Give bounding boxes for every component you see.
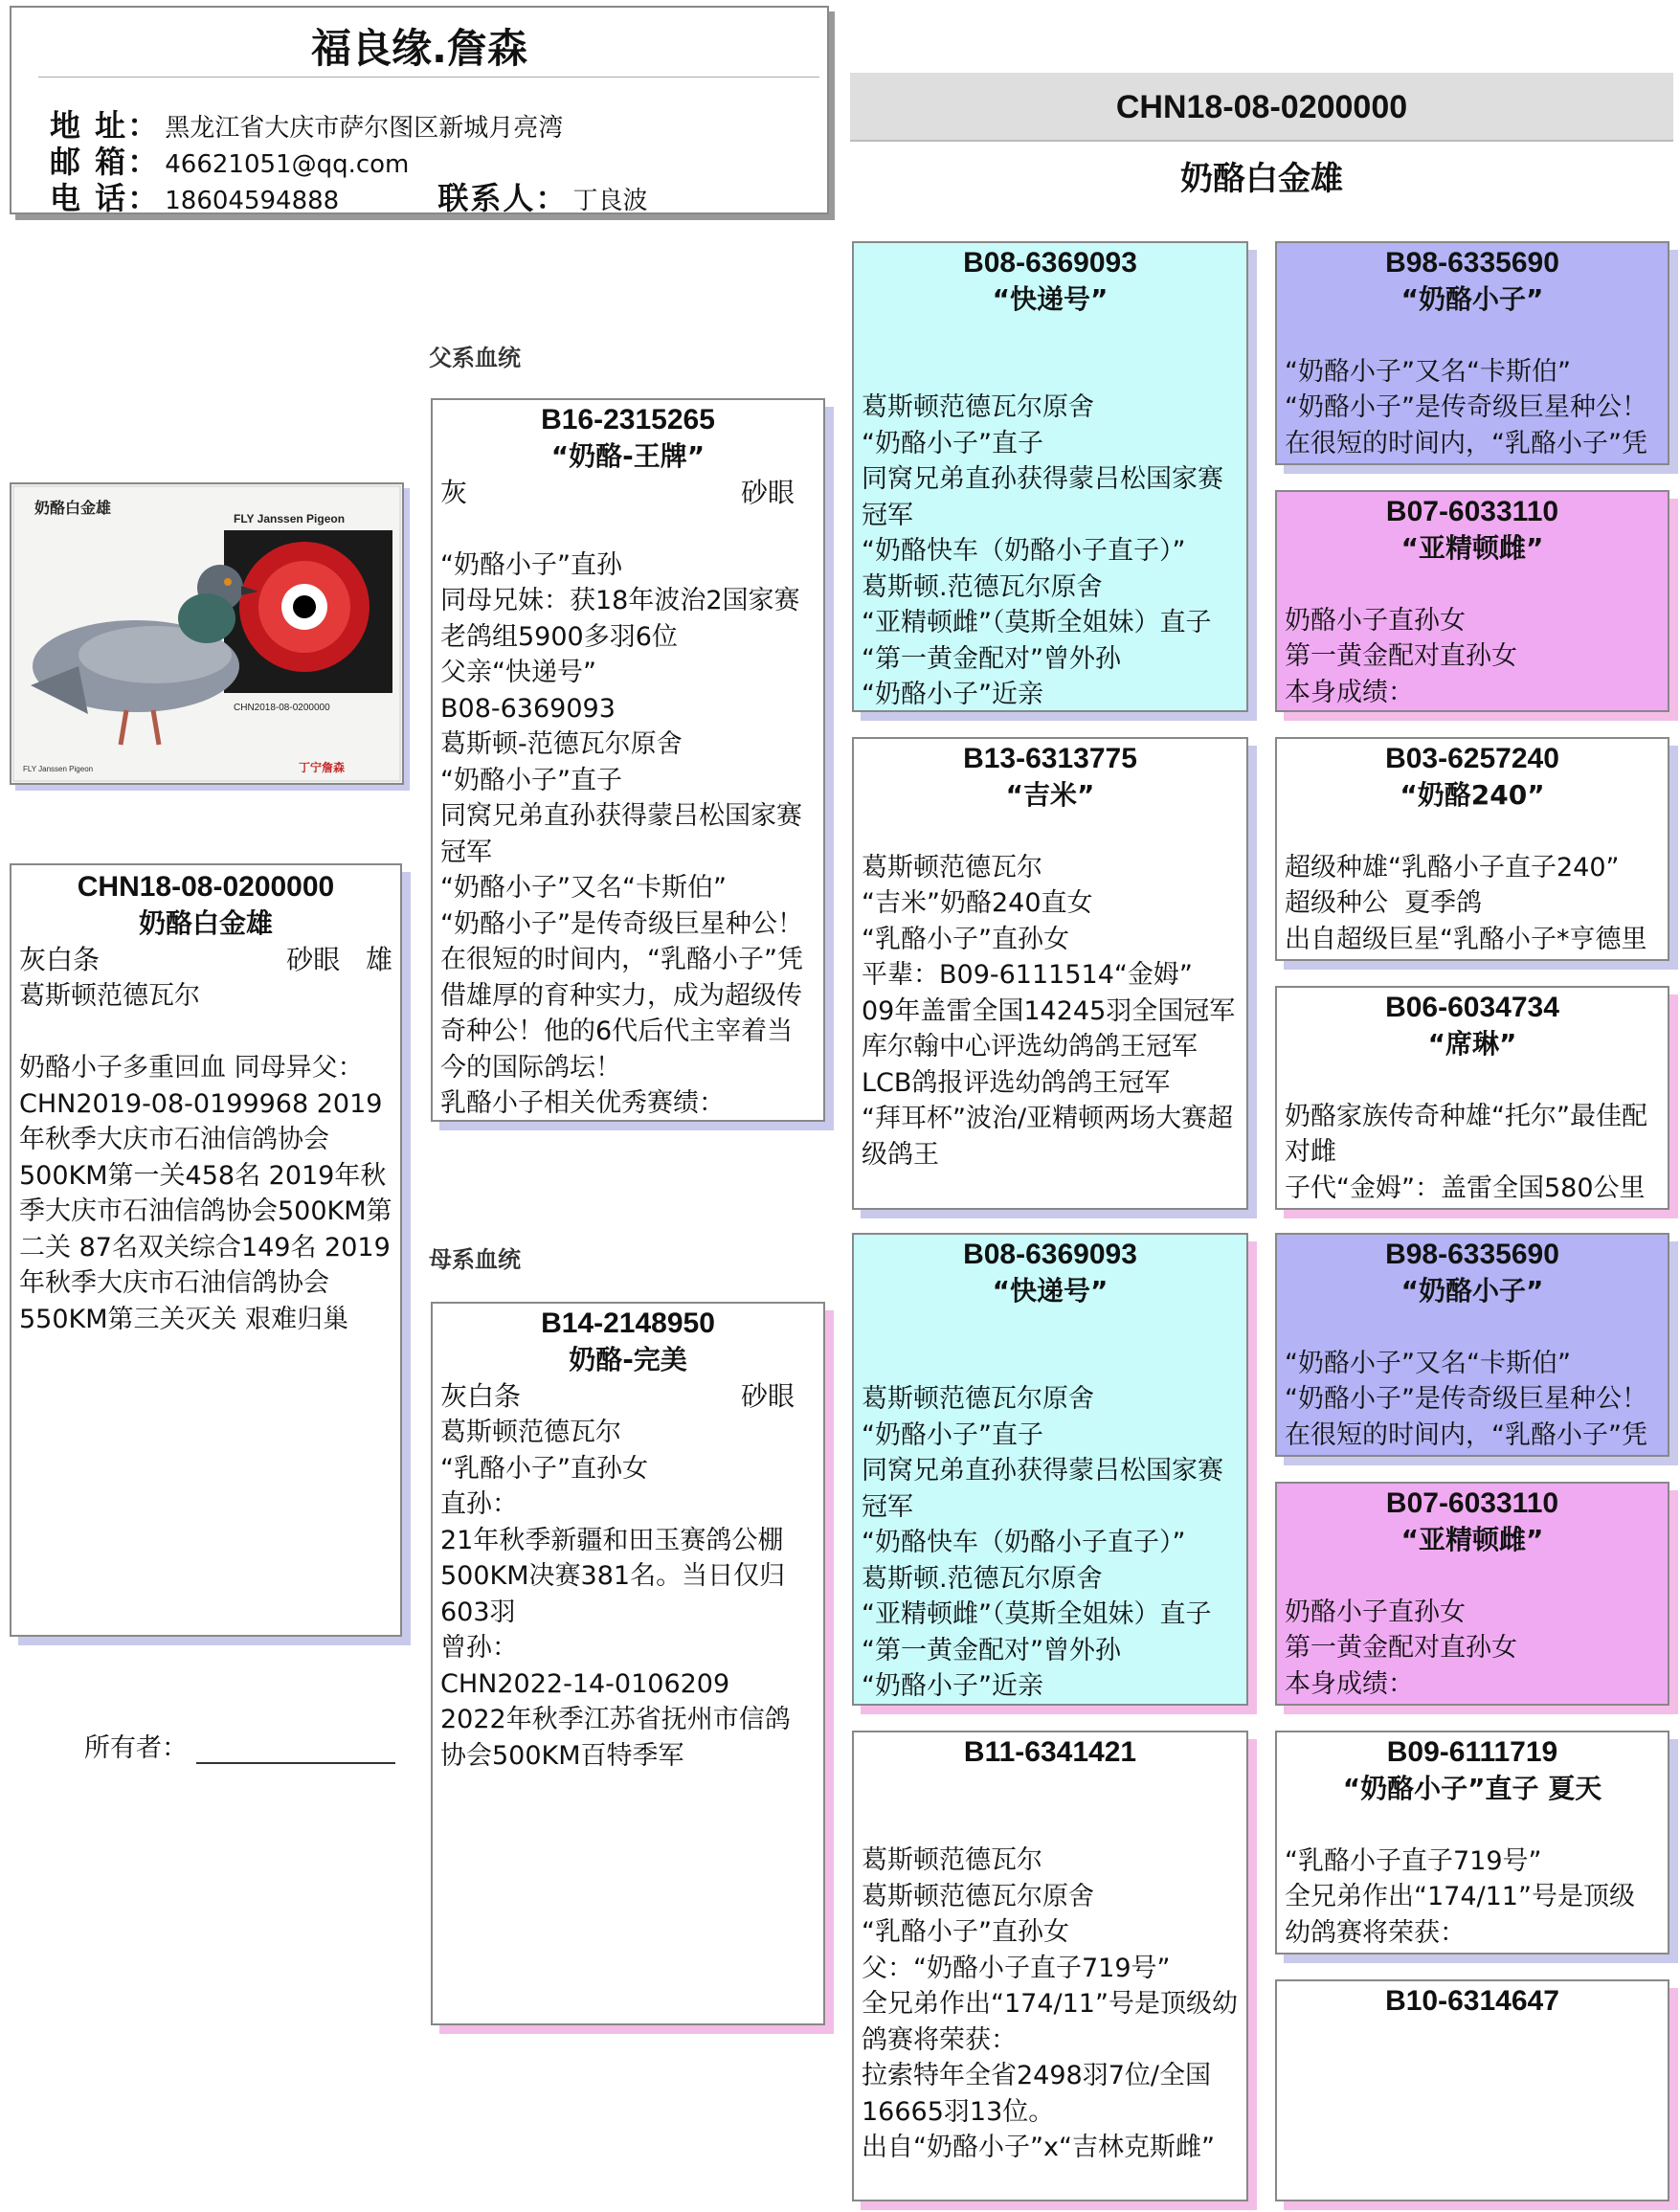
dam-section-label: 母系血统: [429, 1246, 521, 1273]
contact-value: 丁良波: [572, 187, 648, 214]
gen4-ring: B07-6033110: [1385, 1487, 1559, 1519]
pedigree-header-band: [850, 73, 1673, 142]
subject-card: [10, 863, 402, 1637]
dam-traits: [433, 1378, 823, 1415]
gen4-ring: B09-6111719: [1386, 1736, 1558, 1768]
breeder-card: [10, 6, 829, 214]
gen3-ring: B08-6369093: [963, 247, 1137, 279]
contact-label: 联系人：: [437, 180, 569, 214]
gen4-body: 奶酪小子直孙女 第一黄金配对直孙女 本身成绩：: [1285, 1597, 1517, 1699]
gen4-ring: B98-6335690: [1385, 247, 1559, 279]
subject-body: 葛斯顿范德瓦尔 奶酪小子多重回血 同母异父：CHN2019-08-0199968 2019年秋季大庆市石油信鸽协会500KM第一关458名 2019年秋季大庆市石油信鸽协会500KM第二关 87名双关综合149名 2019年秋季大庆市石油信鸽协会550KM第三关灭关 艰难归巢: [19, 981, 392, 1334]
gen4-ring: B07-6033110: [1385, 496, 1559, 527]
dam-card: [431, 1302, 825, 2025]
gen4-ring: B98-6335690: [1385, 1239, 1559, 1270]
gen3-body: 葛斯顿范德瓦尔原舍 “奶酪小子”直子 同窝兄弟直孙获得蒙吕松国家赛冠军 “奶酪快车（奶酪小子直子）” 葛斯顿.范德瓦尔原舍 “亚精顿雌”（莫斯全姐妹）直子 “第一黄金配对”曾外孙 “奶酪小子”近亲: [862, 1384, 1223, 1701]
gen4-name: “奶酪240”: [1400, 779, 1545, 811]
subject-ring: CHN18-08-0200000: [77, 871, 335, 903]
sire-body: “奶酪小子”直孙 同母兄妹：获18年波治2国家赛老鸽组5900多羽6位 父亲“快递号” B08-6369093 葛斯顿-范德瓦尔原舍 “奶酪小子”直子 同窝兄弟直孙获得蒙吕松国家赛冠军 “奶酪小子”又名“卡斯伯” “奶酪小子”是传奇级巨星种公！在很短的时间内，“乳酪小子”凭借雄厚的育种实力，成为超级传奇种公！他的6代后代主宰着当今的国际鸽坛！ 乳酪小子相关优秀赛绩：: [440, 549, 803, 1118]
gen4-body: “乳酪小子直子719号” 全兄弟作出“174/11”号是顶级幼鸽赛将荣获：: [1285, 1845, 1635, 1948]
gen3-ring: B13-6313775: [963, 743, 1137, 774]
address-label: 地 址：: [50, 107, 161, 144]
gen4-card-3: [1275, 737, 1669, 961]
phone-row: [50, 174, 796, 214]
gen4-body: 奶酪家族传奇种雄“托尔”最佳配对雌 子代“金姆”：盖雷全国580公里: [1285, 1101, 1647, 1203]
subject-eye: 砂眼: [286, 944, 341, 975]
gen3-name: “快递号”: [992, 1275, 1109, 1307]
dam-ring: B14-2148950: [541, 1307, 715, 1339]
photo-ring: CHN2018-08-0200000: [234, 703, 330, 713]
subject-name: 奶酪白金雄: [138, 907, 273, 939]
dam-body: 葛斯顿范德瓦尔 “乳酪小子”直孙女 直孙： 21年秋季新疆和田玉赛鸽公棚500KM决赛381名。当日仅归603羽 曾孙： CHN2022-14-0106209 2022年秋季江苏省抚州市信鸽协会500KM百特季军: [440, 1418, 791, 1771]
gen3-ring: B08-6369093: [963, 1239, 1137, 1270]
gen4-card-7: [1275, 1731, 1669, 1955]
phone-value: 18604594888: [165, 187, 340, 214]
header-name: 奶酪白金雄: [1180, 160, 1343, 198]
email-label: 邮 箱：: [50, 144, 161, 180]
sire-eye: 砂眼: [740, 477, 795, 508]
breeder-name: 福良缘.詹森: [311, 25, 527, 72]
dam-eye: 砂眼: [740, 1380, 795, 1412]
dam-color: 灰白条: [440, 1380, 522, 1412]
pigeon-photo: [11, 484, 402, 783]
email-value: 46621051@qq.com: [165, 150, 410, 179]
gen3-card-2: [852, 737, 1248, 1210]
photo-footer-right: 丁宁詹森: [299, 761, 346, 774]
subject-traits: [11, 942, 400, 978]
gen4-card-8: [1275, 1979, 1669, 2201]
phone-label: 电 话：: [50, 180, 161, 214]
gen3-body: 葛斯顿范德瓦尔 “吉米”奶酪240直女 “乳酪小子”直孙女 平辈：B09-6111514“金姆” 09年盖雷全国14245羽全国冠军 库尔翰中心评选幼鸽鸽王冠军 LCB鸽报评选幼鸽鸽王冠军 “拜耳杯”波治/亚精顿两场大赛超级鸽王: [862, 852, 1236, 1170]
gen4-name: “亚精顿雌”: [1400, 1524, 1544, 1555]
gen3-card-4: [852, 1731, 1248, 2201]
gen4-name: “亚精顿雌”: [1400, 532, 1544, 564]
header-divider: [38, 77, 819, 78]
gen3-name: “吉米”: [1005, 779, 1095, 811]
sire-name: “奶酪-王牌”: [550, 440, 706, 472]
subject-sex: 雄: [365, 944, 392, 975]
gen4-ring: B10-6314647: [1385, 1985, 1559, 2017]
gen3-ring: B11-6341421: [963, 1736, 1137, 1768]
gen3-body: 葛斯顿范德瓦尔 葛斯顿范德瓦尔原舍 “乳酪小子”直孙女 父：“奶酪小子直子719号” 全兄弟作出“174/11”号是顶级幼鸽赛将荣获： 拉索特年全省2498羽7位/全国16665羽13位。 出自“奶酪小子”x“吉林克斯雌”: [862, 1845, 1238, 2162]
gen4-card-4: [1275, 986, 1669, 1210]
gen4-body: “奶酪小子”又名“卡斯伯” “奶酪小子”是传奇级巨星种公！ 在很短的时间内，“乳酪小子”凭: [1285, 356, 1647, 458]
gen3-card-1: [852, 241, 1248, 712]
dam-name: 奶酪-完美: [569, 1344, 687, 1375]
gen4-card-1: [1275, 241, 1669, 465]
gen4-name: “奶酪小子”: [1400, 283, 1544, 315]
pigeon-photo-card: [10, 482, 404, 785]
gen3-name: “快递号”: [992, 283, 1109, 315]
sire-ring: B16-2315265: [541, 404, 715, 436]
sire-card: [431, 398, 825, 1122]
photo-title: 奶酪白金雄: [34, 499, 112, 517]
gen4-card-6: [1275, 1482, 1669, 1706]
sire-section-label: 父系血统: [429, 345, 521, 371]
photo-footer-left: FLY Janssen Pigeon: [23, 765, 94, 773]
gen4-ring: B06-6034734: [1385, 992, 1559, 1023]
gen3-card-3: [852, 1233, 1248, 1706]
gen4-card-5: [1275, 1233, 1669, 1457]
gen4-ring: B03-6257240: [1385, 743, 1559, 774]
sire-traits: [433, 475, 823, 511]
gen4-body: 超级种雄“乳酪小子直子240” 超级种公 夏季鸽 出自超级巨星“乳酪小子*亨德里: [1285, 852, 1647, 954]
gen4-name: “奶酪小子”直子 夏天: [1342, 1773, 1602, 1804]
owner-blank[interactable]: [196, 1737, 395, 1764]
subject-color: 灰白条: [19, 944, 101, 975]
eye-icon: [224, 530, 392, 693]
header-ring: CHN18-08-0200000: [1115, 89, 1408, 125]
address-value: 黑龙江省大庆市萨尔图区新城月亮湾: [165, 114, 564, 143]
gen4-name: “奶酪小子”: [1400, 1275, 1544, 1307]
sire-color: 灰: [440, 477, 468, 508]
owner-line: [84, 1727, 395, 1764]
gen4-card-2: [1275, 490, 1669, 712]
gen4-name: “席琳”: [1427, 1028, 1517, 1060]
photo-brand: FLY Janssen Pigeon: [234, 512, 346, 525]
gen4-body: 奶酪小子直孙女 第一黄金配对直孙女 本身成绩：: [1285, 605, 1517, 707]
gen3-body: 葛斯顿范德瓦尔原舍 “奶酪小子”直子 同窝兄弟直孙获得蒙吕松国家赛冠军 “奶酪快车（奶酪小子直子）” 葛斯顿.范德瓦尔原舍 “亚精顿雌”（莫斯全姐妹）直子 “第一黄金配对”曾外孙 “奶酪小子”近亲: [862, 392, 1223, 709]
owner-label: 所有者：: [84, 1733, 188, 1763]
gen4-body: “奶酪小子”又名“卡斯伯” “奶酪小子”是传奇级巨星种公！ 在很短的时间内，“乳酪小子”凭: [1285, 1348, 1647, 1450]
